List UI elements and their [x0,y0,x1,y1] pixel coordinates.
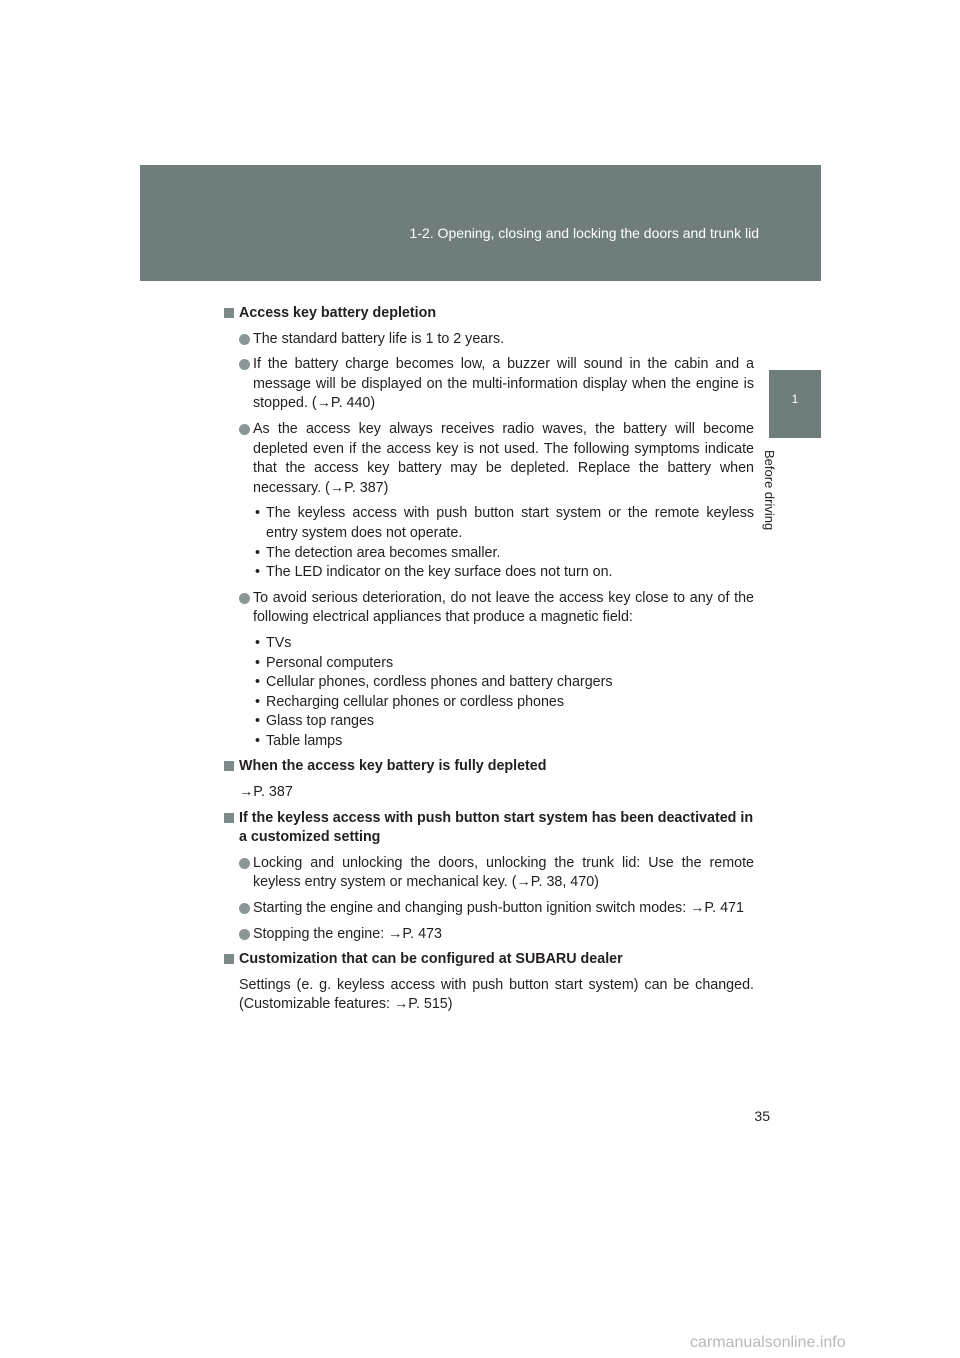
circle-bullet-icon [239,424,250,435]
square-bullet-icon [224,954,234,964]
circle-bullet-icon [239,903,250,914]
reference-text: →P. 387 [239,784,293,801]
bullet-item: Starting the engine and changing push-button ignition switch modes: →P. 471 [224,899,754,919]
chapter-number: 1 [791,392,799,406]
bullet-item: To avoid serious deterioration, do not leave the access key close to any of the following electrical appliances that produce a magnetic field: [224,589,754,628]
list-marker-icon: • [255,505,261,522]
watermark: carmanualsonline.info [690,1334,846,1351]
chapter-tab [769,370,821,438]
bullet-item: If the battery charge becomes low, a buzzer will sound in the cabin and a message will be displayed on the multi-information display when the engine is stopped. (→P. 440) [224,355,754,414]
list-item: • Recharging cellular phones or cordless phones [224,693,754,713]
list-item: • Personal computers [224,654,754,674]
list-item: • Cellular phones, cordless phones and battery chargers [224,673,754,693]
section-heading: If the keyless access with push button start system has been deactivated in a customized setting [224,809,754,848]
circle-bullet-icon [239,858,250,869]
chapter-side-label [762,450,802,560]
list-item: • The detection area becomes smaller. [224,544,754,564]
list-marker-icon: • [255,713,261,730]
bullet-item: The standard battery life is 1 to 2 years. [224,330,754,350]
circle-bullet-icon [239,334,250,345]
list-marker-icon: • [255,564,261,581]
appliance-list [224,634,754,752]
chapter-side-label-text: Before driving [762,450,777,531]
body-text: Settings (e. g. keyless access with push button start system) can be changed. (Customizable features: →P. 515) [239,976,754,1013]
list-item: • TVs [224,634,754,654]
square-bullet-icon [224,813,234,823]
symptom-list [224,504,754,582]
list-marker-icon: • [255,732,261,749]
circle-bullet-icon [239,359,250,370]
list-item: • The LED indicator on the key surface does not turn on. [224,563,754,583]
list-marker-icon: • [255,674,261,691]
square-bullet-icon [224,761,234,771]
section-heading: Access key battery depletion [224,304,754,324]
section-heading: When the access key battery is fully depleted [224,757,754,777]
header-band [140,165,821,281]
list-marker-icon: • [255,654,261,671]
list-marker-icon: • [255,544,261,561]
circle-bullet-icon [239,593,250,604]
page-number: 35 [754,1108,770,1124]
list-item: • Glass top ranges [224,712,754,732]
circle-bullet-icon [239,929,250,940]
bullet-item: Stopping the engine: →P. 473 [224,925,754,945]
square-bullet-icon [224,308,234,318]
list-item: • The keyless access with push button start system or the remote keyless entry system does not operate. [255,505,754,541]
list-marker-icon: • [255,693,261,710]
section-heading: Customization that can be configured at SUBARU dealer [224,950,754,970]
list-marker-icon: • [255,634,261,651]
page-content [224,304,754,1021]
bullet-item: As the access key always receives radio waves, the battery will become depleted even if the access key is not used. The following symptoms indicate that the access key battery may be depleted. Replace the battery when necessary. (→P. 387) [224,420,754,498]
chapter-title: 1-2. Opening, closing and locking the doors and trunk lid [409,225,759,241]
bullet-item: Locking and unlocking the doors, unlocking the trunk lid: Use the remote keyless entry system or mechanical key. (→P. 38, 470) [224,854,754,893]
list-item: • Table lamps [224,732,754,752]
